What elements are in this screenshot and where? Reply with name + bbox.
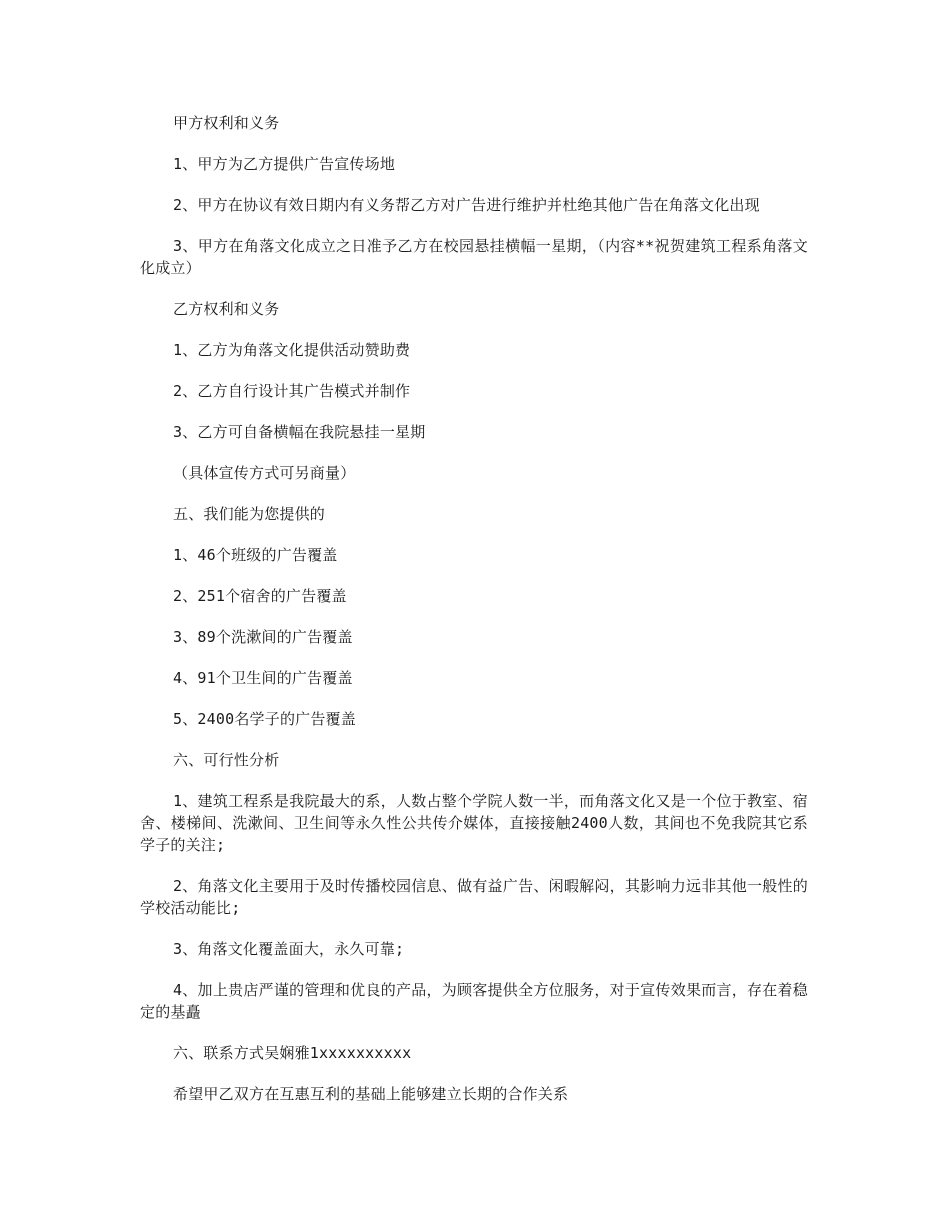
section-heading-feasibility: 六、可行性分析	[173, 751, 280, 769]
party-b-item-1: 1、乙方为角落文化提供活动赞助费	[173, 341, 411, 359]
offering-item-1: 1、46个班级的广告覆盖	[173, 546, 338, 564]
section-heading-offerings: 五、我们能为您提供的	[173, 505, 326, 523]
offering-item-4: 4、91个卫生间的广告覆盖	[173, 669, 353, 687]
party-a-item-3: 3、甲方在角落文化成立之日准予乙方在校园悬挂横幅一星期，（内容**祝贺建筑工程系角落文化成立）	[140, 237, 808, 277]
offering-item-5: 5、2400名学子的广告覆盖	[173, 710, 356, 728]
closing-statement: 希望甲乙双方在互惠互利的基础上能够建立长期的合作关系	[173, 1085, 569, 1103]
offering-item-2: 2、251个宿舍的广告覆盖	[173, 587, 347, 605]
party-b-item-2: 2、乙方自行设计其广告模式并制作	[173, 382, 411, 400]
party-a-item-1: 1、甲方为乙方提供广告宣传场地	[173, 155, 396, 173]
negotiation-note: （具体宣传方式可另商量）	[173, 464, 356, 482]
party-b-item-3: 3、乙方可自备横幅在我院悬挂一星期	[173, 423, 426, 441]
section-heading-party-a: 甲方权利和义务	[173, 114, 280, 132]
feasibility-item-1: 1、建筑工程系是我院最大的系，人数占整个学院人数一半，而角落文化又是一个位于教室、宿舍、楼梯间、洗漱间、卫生间等永久性公共传介媒体，直接接触2400人数，其间也不免我院其它系学子的关注;	[140, 792, 808, 854]
feasibility-item-4: 4、加上贵店严谨的管理和优良的产品，为顾客提供全方位服务，对于宣传效果而言，存在着稳定的基矗	[140, 981, 808, 1021]
section-heading-party-b: 乙方权利和义务	[173, 300, 280, 318]
feasibility-item-2: 2、角落文化主要用于及时传播校园信息、做有益广告、闲暇解闷，其影响力远非其他一般性的学校活动能比;	[140, 877, 808, 917]
document-body	[140, 112, 808, 1124]
section-heading-contact: 六、联系方式吴娴雅1xxxxxxxxxx	[173, 1044, 412, 1062]
party-a-item-2: 2、甲方在协议有效日期内有义务帮乙方对广告进行维护并杜绝其他广告在角落文化出现	[173, 196, 760, 214]
feasibility-item-3: 3、角落文化覆盖面大，永久可靠;	[173, 940, 405, 958]
offering-item-3: 3、89个洗漱间的广告覆盖	[173, 628, 353, 646]
